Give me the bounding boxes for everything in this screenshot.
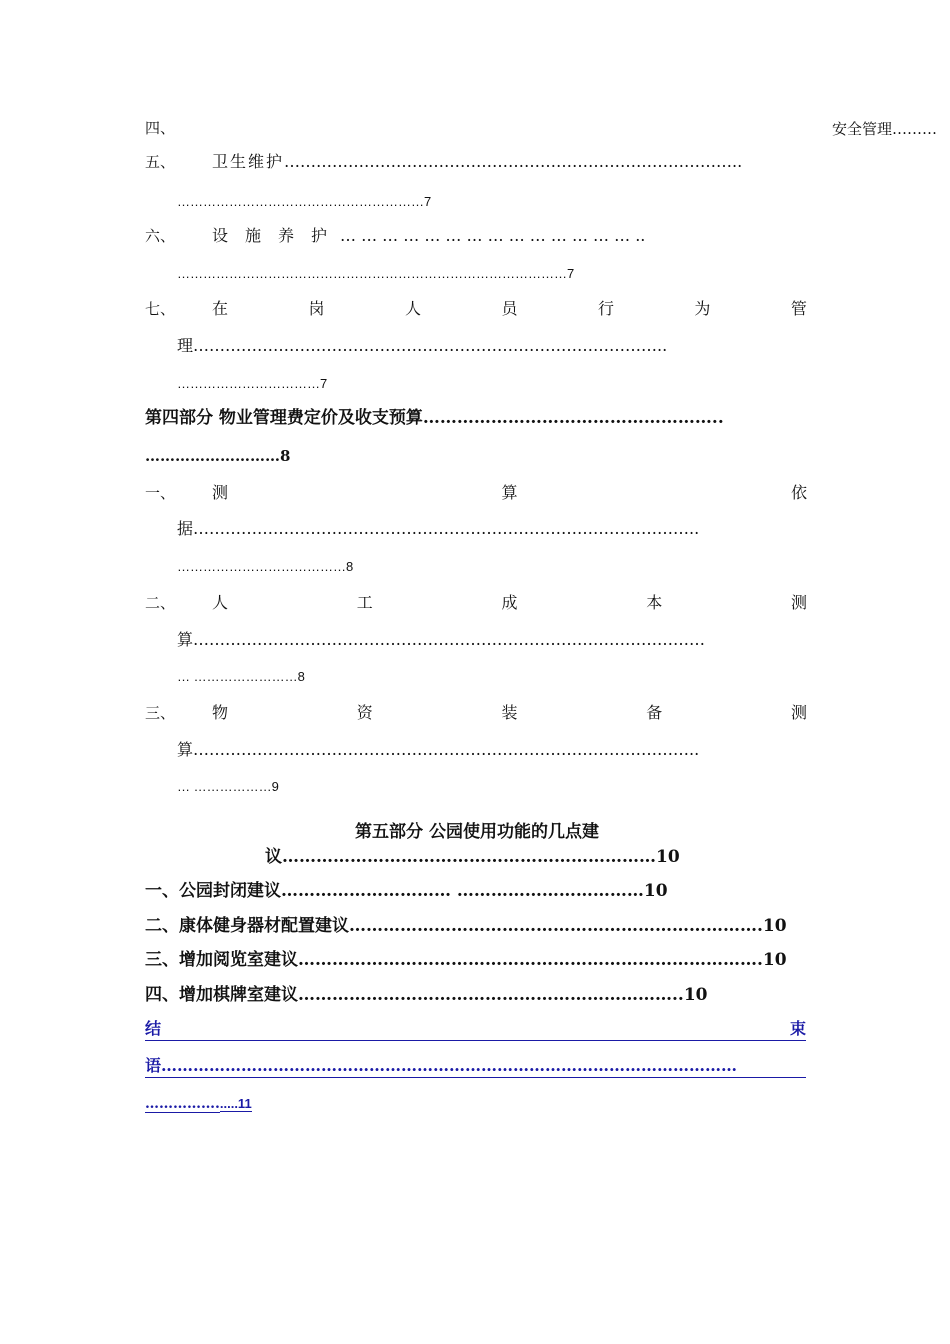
toc-item-number: 五、 (145, 153, 176, 171)
toc-char: 员 (501, 299, 518, 318)
toc-item-title-cont: 语 (145, 1056, 162, 1075)
toc-item-title: 安全管理……… (832, 120, 938, 138)
toc-item-line (212, 151, 808, 173)
toc-item-page-line: ………………………………………………………………………………7 (177, 266, 575, 281)
toc-item-number: 一、 (145, 484, 176, 502)
toc-item-title (212, 482, 807, 504)
toc-char: 设 (212, 226, 229, 245)
toc-char: 在 (212, 299, 229, 318)
toc-link-end[interactable] (145, 1018, 806, 1041)
toc-char: 测 (790, 593, 807, 612)
toc-char: 束 (789, 1019, 806, 1038)
toc-item-number: 七、 (145, 300, 176, 318)
toc-char: 护 (310, 226, 327, 245)
toc-item-page-line: … ……………………8 (177, 669, 305, 684)
toc-part-page-line: ………………………8 (145, 447, 291, 465)
toc-char: 资 (356, 703, 373, 722)
toc-char: 行 (597, 299, 614, 318)
toc-item-page-line: …………………………………8 (177, 559, 354, 574)
toc-part-heading (145, 407, 809, 429)
toc-subitem: 一、公园封闭建议………………………… ……………………………10 (145, 881, 668, 901)
toc-item-title-cont: 算 (177, 740, 194, 759)
toc-char: 人 (404, 299, 421, 318)
toc-page-number: .....11 (219, 1096, 252, 1111)
toc-item-line (177, 335, 808, 357)
toc-part-title: 第四部分 物业管理费定价及收支预算 (145, 408, 423, 428)
toc-subitem: 三、增加阅览室建议……………………………………………………………………….10 (145, 950, 787, 970)
toc-char: 本 (646, 593, 663, 612)
toc-item-title: 卫生维护 (212, 152, 285, 171)
toc-item-title (212, 298, 807, 320)
toc-leader: …………………………………………………………………………….. (193, 336, 668, 355)
toc-item-title-cont: 据 (177, 519, 194, 538)
toc-item-number: 三、 (145, 704, 176, 722)
toc-char: 测 (790, 703, 807, 722)
toc-subitem: 二、康体健身器材配置建议……………………………………………………………….10 (145, 916, 787, 936)
toc-item-title (212, 225, 327, 247)
toc-char: 工 (356, 593, 373, 612)
toc-char: 岗 (308, 299, 325, 318)
toc-item-line (177, 739, 808, 761)
toc-item-title (212, 702, 807, 724)
toc-part-heading-cont: 议…………………………………………………………10 (265, 847, 680, 867)
toc-leader: ……………………………………………………………………………………………… (161, 1056, 738, 1075)
toc-leader: … … … … … … … … … … … … … … .. (340, 226, 646, 245)
toc-item-title (212, 592, 807, 614)
toc-char: 管 (790, 299, 807, 318)
toc-item-page-line: ……………………………7 (177, 376, 328, 391)
toc-item-line (177, 518, 808, 540)
toc-leader: ………………………………………………………………………………….. (193, 519, 700, 538)
toc-subitem: 四、增加棋牌室建议…………………………………………………………..10 (145, 985, 708, 1005)
toc-char: 装 (501, 703, 518, 722)
toc-item-number: 四、 (145, 119, 176, 137)
toc-leader: ………………………………………………………………………………….. (193, 740, 700, 759)
toc-leader: ……………. (145, 1096, 220, 1112)
toc-item-title-cont: 理 (177, 336, 194, 355)
toc-char: 施 (244, 226, 261, 245)
toc-item-title-cont: 算 (177, 630, 194, 649)
toc-part-heading: 第五部分 公园使用功能的几点建 (355, 822, 599, 842)
toc-char: 成 (501, 593, 518, 612)
toc-leader: …………………………………………….. (422, 408, 724, 428)
toc-char: 测 (212, 483, 229, 502)
toc-char: 养 (277, 226, 294, 245)
toc-char: 备 (646, 703, 663, 722)
toc-char: 为 (694, 299, 711, 318)
toc-char: 算 (501, 483, 518, 502)
toc-item-page-line: …………………………………………………7 (177, 194, 432, 209)
toc-leader: …………………………………………………………………………………… (193, 630, 706, 649)
toc-char: 物 (212, 703, 229, 722)
toc-link-end-line[interactable] (145, 1055, 806, 1078)
toc-item-number: 二、 (145, 594, 176, 612)
toc-item-number: 六、 (145, 227, 176, 245)
toc-link-end-page[interactable] (145, 1093, 345, 1115)
toc-char: 依 (790, 483, 807, 502)
toc-item-page-line: … ………………9 (177, 779, 279, 794)
toc-leader: ………………………………………………………………………….. (284, 152, 743, 171)
toc-char: 结 (145, 1019, 162, 1038)
toc-item-line (177, 629, 808, 651)
toc-char: 人 (212, 593, 229, 612)
